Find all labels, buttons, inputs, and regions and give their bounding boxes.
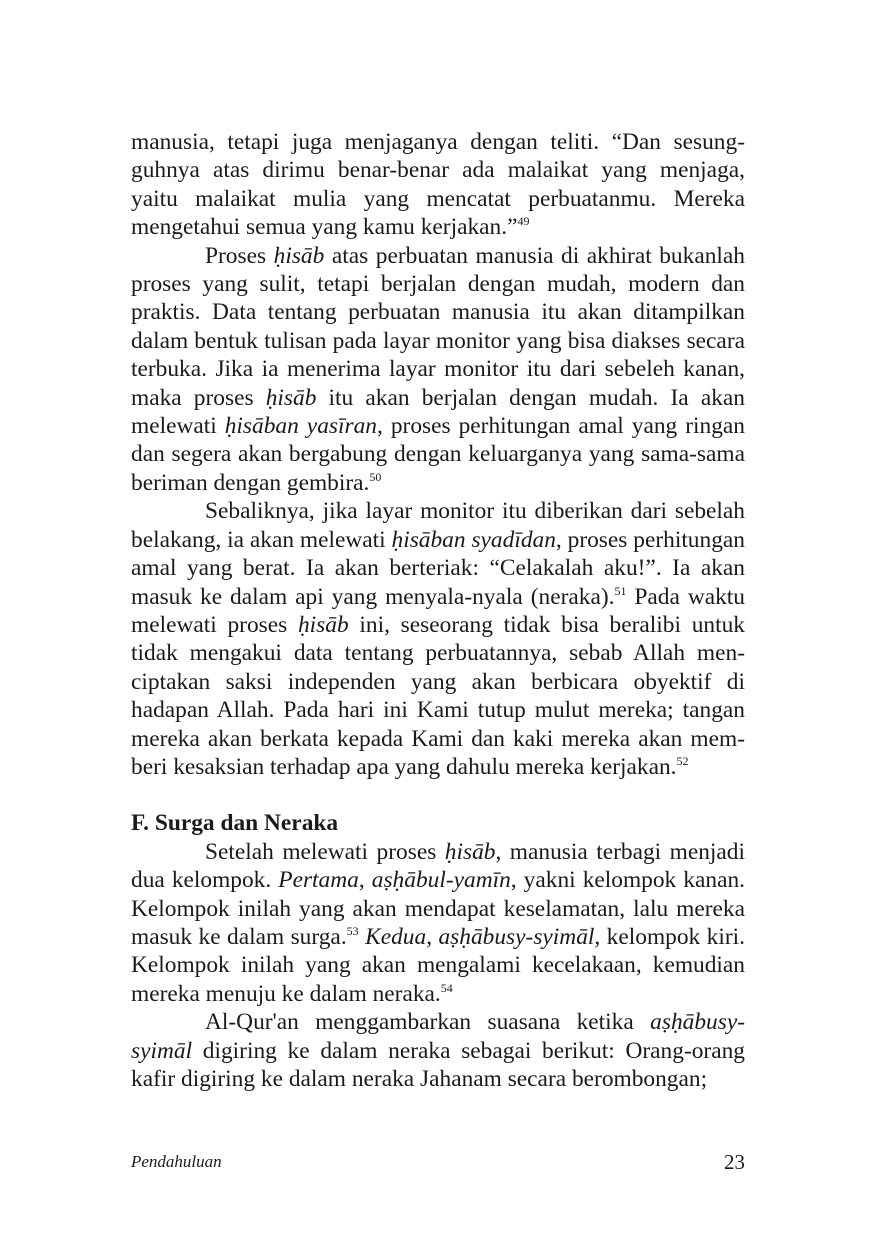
transliterated-term: ḥisāb xyxy=(297,611,349,638)
footnote-ref-52: 52 xyxy=(676,753,689,768)
paragraph-text: , yakni kelompok kanan. Kelompok inilah yang akan mendapat keselamatan, lalu mereka masuk ke dalam surga. xyxy=(131,867,745,950)
paragraph-text: Setelah melewati proses xyxy=(205,838,445,865)
paragraph-5 xyxy=(131,1008,745,1093)
paragraph-text: manusia, tetapi juga menjaganya dengan teliti. “Dan sesungguhnya atas dirimu benar-benar ada malaikat yang menjaga, yaitu malaikat mulia yang mencatat perbuatanmu. Mereka mengetahui semua yang kamu kerjakan.” xyxy=(131,129,745,241)
body-text xyxy=(131,128,745,1093)
paragraph-3 xyxy=(131,497,745,781)
paragraph-text: , kelompok kiri. Kelompok inilah yang akan mengalami kecelakaan, kemudian mereka menuju ke dalam neraka. xyxy=(131,923,745,1007)
section-heading: F. Surga dan Neraka xyxy=(131,810,339,837)
transliterated-term: aṣḥābusy-syimāl xyxy=(131,1009,745,1064)
paragraph-text: , xyxy=(358,867,372,894)
transliterated-term: ḥisāban yasīran xyxy=(224,413,377,440)
paragraph-text: Proses xyxy=(205,242,274,269)
italic-term: Pertama xyxy=(278,867,359,894)
footnote-ref-49: 49 xyxy=(517,214,530,229)
running-footer-title: Pendahuluan xyxy=(131,1152,222,1171)
paragraph-text: Pada waktu melewati proses xyxy=(131,583,745,638)
italic-term: Kedua xyxy=(365,923,427,950)
footnote-ref-50: 50 xyxy=(369,469,382,484)
transliterated-term: ḥisāban syadīdan xyxy=(391,526,556,553)
paragraph-text: Sebaliknya, jika layar monitor itu diberikan dari sebelah belakang, ia akan melewati xyxy=(131,498,745,553)
transliterated-term: ḥisāb xyxy=(444,838,496,865)
page-number: 23 xyxy=(724,1150,745,1174)
paragraph-text: ini, seseorang tidak bisa beralibi untuk tidak mengakui data tentang perbuatannya, sebab Allah menciptakan saksi independen yang akan berbicara obyektif di hadapan Allah. Pada hari ini Kami tutup mulut mereka; tangan mereka akan berkata kepada Kami dan kaki mereka akan memberi kesaksian terhadap apa yang dahulu mereka kerjakan. xyxy=(131,611,745,780)
transliterated-term: aṣḥābusy-syimāl xyxy=(438,923,595,950)
paragraph-text: itu akan berjalan dengan mudah. Ia akan melewati xyxy=(131,384,745,440)
paragraph-text: , manusia terbagi menjadi dua kelompok. xyxy=(131,838,745,894)
paragraph-text: , xyxy=(426,923,439,950)
paragraph-text: Al-Qur'an menggambarkan suasana ketika xyxy=(205,1009,651,1036)
paragraph-1 xyxy=(131,128,745,242)
footnote-ref-51: 51 xyxy=(614,583,627,598)
paragraph-text: atas perbuatan manusia di akhirat bukanlah proses yang sulit, tetapi berjalan dengan mudah, modern dan praktis. Data tentang perbuatan manusia itu akan ditampilkan dalam bentuk tulisan pada layar monitor yang bisa diakses secara terbuka. Jika ia menerima layar monitor itu dari sebeleh kanan, maka proses xyxy=(131,242,745,411)
footnote-ref-54: 54 xyxy=(440,980,453,995)
transliterated-term: ḥisāb xyxy=(265,384,317,411)
paragraph-4 xyxy=(131,838,745,1008)
paragraph-text: digiring ke dalam neraka sebagai berikut: Orang-orang kafir digiring ke dalam neraka Jahanam secara berombongan; xyxy=(131,1037,745,1092)
footnote-ref-53: 53 xyxy=(346,923,359,938)
transliterated-term: aṣḥābul-yamīn xyxy=(371,867,511,894)
paragraph-text: , proses perhitungan amal yang berat. Ia akan berteriak: “Celakalah aku!”. Ia akan masuk ke dalam api yang menyala-nyala (neraka). xyxy=(131,526,745,610)
transliterated-term: ḥisāb xyxy=(273,242,325,269)
paragraph-text: , proses perhitungan amal yang ringan dan segera akan bergabung dengan keluarganya yang sama-sama beriman dengan gembira. xyxy=(131,413,745,496)
paragraph-2 xyxy=(131,242,745,498)
